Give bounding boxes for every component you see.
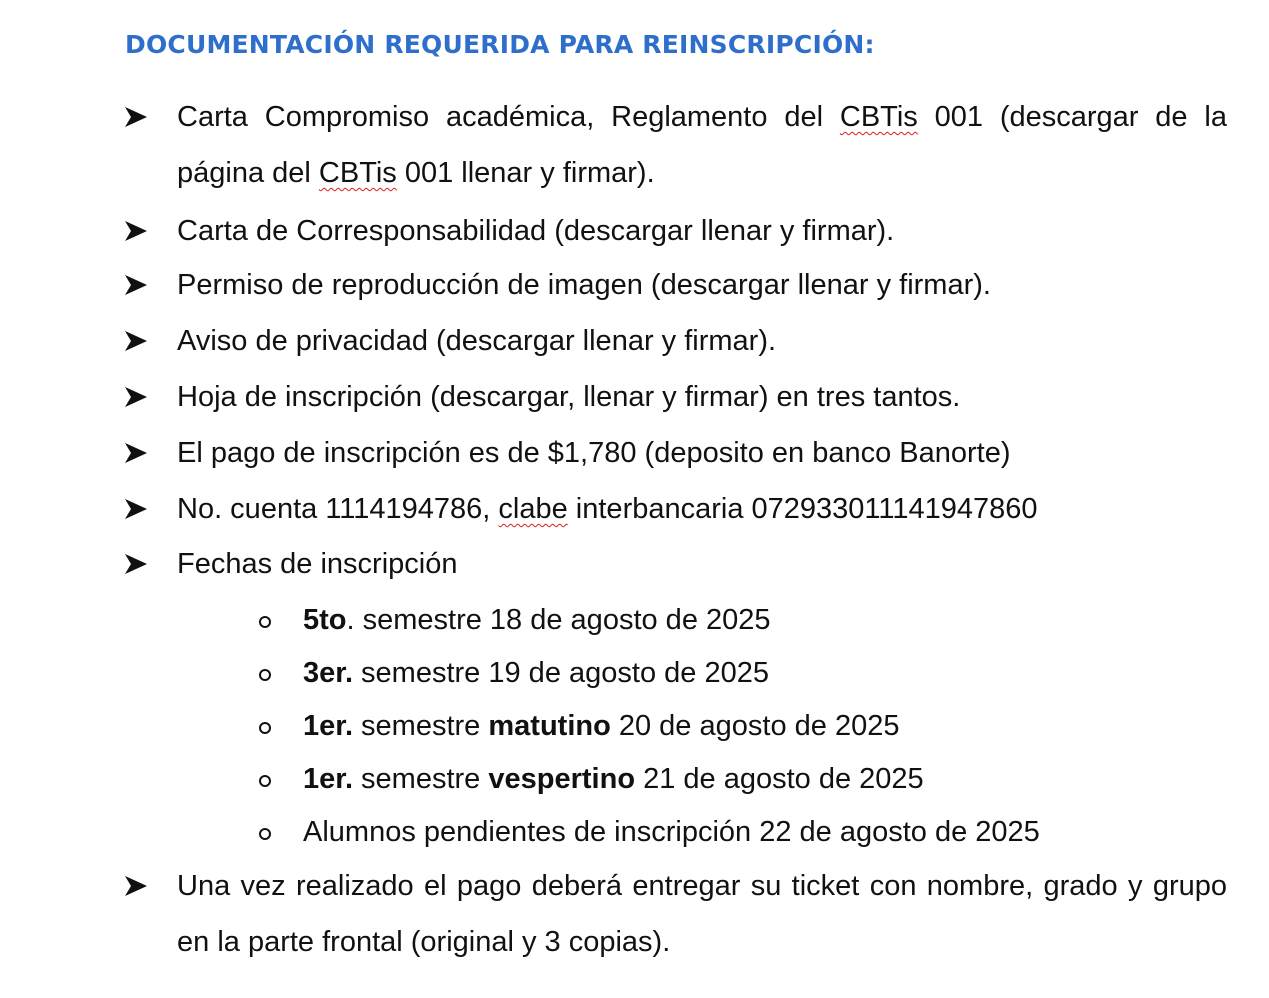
arrow-bullet-icon: [124, 274, 148, 296]
list-item: Fechas de inscripción: [177, 548, 458, 580]
arrow-bullet-icon: [124, 386, 148, 408]
list-item: El pago de inscripción es de $1,780 (deposito en banco Banorte): [177, 437, 1011, 469]
arrow-bullet-icon: [124, 498, 148, 520]
sub-list-item: 1er. semestre vespertino 21 de agosto de 2025: [303, 763, 924, 795]
list-item: Una vez realizado el pago deberá entregar su ticket con nombre, grado y grupo en la parte frontal (original y 3 copias).: [177, 870, 1227, 958]
arrow-bullet-icon: [124, 875, 148, 897]
list-item: Hoja de inscripción (descargar, llenar y firmar) en tres tantos.: [177, 381, 961, 413]
list-item: No. cuenta 1114194786, clabe interbancaria 072933011141947860: [177, 493, 1038, 525]
circle-bullet-icon: [259, 775, 271, 787]
arrow-bullet-icon: [124, 442, 148, 464]
arrow-bullet-icon: [124, 553, 148, 575]
list-item: Aviso de privacidad (descargar llenar y firmar).: [177, 325, 777, 357]
circle-bullet-icon: [259, 828, 271, 840]
sub-list-item: Alumnos pendientes de inscripción 22 de agosto de 2025: [303, 816, 1040, 848]
circle-bullet-icon: [259, 669, 271, 681]
arrow-bullet-icon: [124, 330, 148, 352]
circle-bullet-icon: [259, 722, 271, 734]
list-item: Carta de Corresponsabilidad (descargar llenar y firmar).: [177, 215, 895, 247]
list-item: Carta Compromiso académica, Reglamento del CBTis 001 (descargar de la página del CBTis 001 llenar y firmar).: [177, 101, 1227, 189]
list-item: Permiso de reproducción de imagen (descargar llenar y firmar).: [177, 269, 991, 301]
sub-list-item: 5to. semestre 18 de agosto de 2025: [303, 604, 771, 636]
arrow-bullet-icon: [124, 220, 148, 242]
sub-list-item: 1er. semestre matutino 20 de agosto de 2025: [303, 710, 900, 742]
arrow-bullet-icon: [124, 106, 148, 128]
page-title: DOCUMENTACIÓN REQUERIDA PARA REINSCRIPCIÓN:: [125, 30, 875, 59]
sub-list-item: 3er. semestre 19 de agosto de 2025: [303, 657, 769, 689]
circle-bullet-icon: [259, 616, 271, 628]
